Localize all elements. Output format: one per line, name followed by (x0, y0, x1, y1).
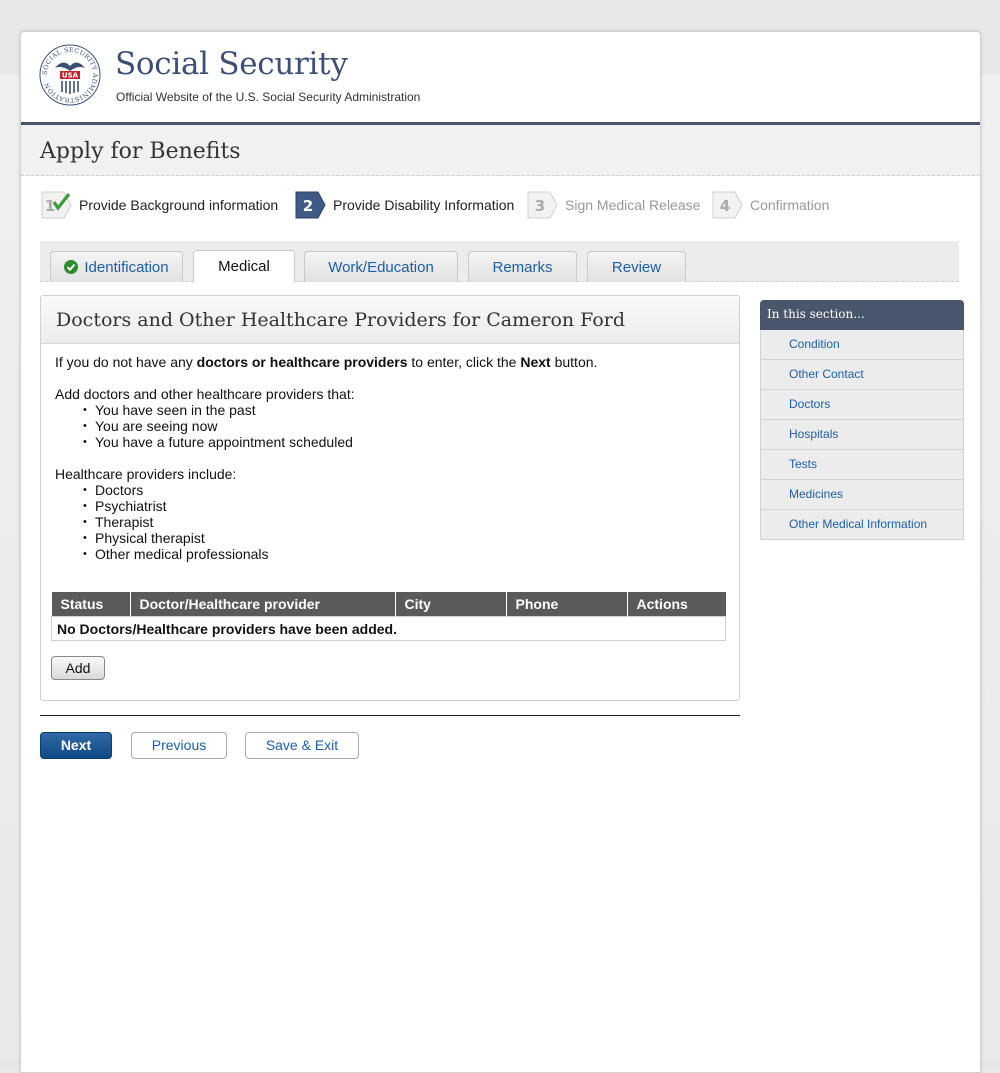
panel-header (41, 296, 739, 344)
list-item: • You have a future appointment scheduled (55, 434, 725, 450)
site-title[interactable]: Social Security (115, 46, 348, 82)
tab-medical[interactable] (193, 250, 295, 282)
tab-medical-label: Medical (218, 258, 270, 275)
step-2-label: Provide Disability Information (333, 197, 515, 213)
seal-text: SOCIAL SECURITY ADMINISTRATION (40, 45, 100, 105)
tab-remarks[interactable] (468, 251, 577, 282)
sidebar-item-other-medical-information[interactable]: Other Medical Information (760, 510, 964, 540)
step-1-badge (40, 190, 74, 220)
section-sidebar (760, 300, 964, 540)
column-header-provider: Doctor/Healthcare provider (130, 592, 395, 617)
svg-text:4: 4 (719, 197, 731, 215)
list-item: • Therapist (55, 514, 725, 530)
check-circle-icon (64, 260, 78, 274)
list-item: • You have seen in the past (55, 402, 725, 418)
empty-table-message: No Doctors/Healthcare providers have been added. (52, 617, 726, 641)
step-3-label: Sign Medical Release (565, 197, 701, 213)
site-subtitle: Official Website of the U.S. Social Security Administration (116, 90, 421, 104)
next-button[interactable]: Next (40, 732, 112, 759)
sidebar-item-doctors[interactable]: Doctors (760, 390, 964, 420)
step-4-label: Confirmation (750, 197, 830, 213)
svg-text:3: 3 (534, 197, 546, 215)
step-3-badge (526, 190, 560, 220)
previous-button[interactable]: Previous (131, 732, 227, 759)
tab-remarks-label: Remarks (492, 258, 553, 276)
instructions (55, 354, 725, 562)
providers-table (51, 592, 726, 641)
table-header-row (52, 592, 726, 617)
column-header-city: City (395, 592, 506, 617)
step-2-badge (294, 190, 328, 220)
include-heading: Healthcare providers include: (55, 466, 237, 482)
sidebar-heading: In this section... (760, 300, 964, 330)
page-title: Apply for Benefits (40, 139, 241, 164)
tab-identification-label: Identification (84, 258, 169, 276)
column-header-status: Status (52, 592, 131, 617)
table-row (52, 617, 726, 641)
sidebar-item-condition[interactable]: Condition (760, 330, 964, 360)
svg-text:2: 2 (302, 197, 314, 215)
step-4 (711, 188, 829, 222)
tab-review[interactable] (587, 251, 686, 282)
providers-panel (40, 295, 740, 701)
step-1 (40, 188, 278, 222)
tab-work-education-label: Work/Education (328, 258, 434, 276)
sidebar-item-medicines[interactable]: Medicines (760, 480, 964, 510)
step-1-label: Provide Background information (79, 197, 279, 213)
step-3 (526, 188, 700, 222)
list-item: • Psychiatrist (55, 498, 725, 514)
ssa-seal-logo[interactable] (39, 44, 101, 106)
list-item: • Other medical professionals (55, 546, 725, 562)
add-heading: Add doctors and other healthcare providers that: (55, 386, 355, 402)
sidebar-item-hospitals[interactable]: Hospitals (760, 420, 964, 450)
include-list (55, 482, 725, 562)
list-item: • You are seeing now (55, 418, 725, 434)
section-tabs (40, 241, 959, 282)
tab-work-education[interactable] (304, 251, 458, 282)
sidebar-item-other-contact[interactable]: Other Contact (760, 360, 964, 390)
step-2 (294, 188, 514, 222)
apply-bar (21, 125, 980, 176)
list-item: • Physical therapist (55, 530, 725, 546)
column-header-actions: Actions (627, 592, 726, 617)
intro-text: If you do not have any doctors or healthcare providers to enter, click the Next button. (55, 354, 598, 370)
column-header-phone: Phone (506, 592, 627, 617)
add-provider-button[interactable]: Add (51, 656, 105, 680)
list-item: • Doctors (55, 482, 725, 498)
section-title: Doctors and Other Healthcare Providers for Cameron Ford (56, 309, 626, 331)
sidebar-item-tests[interactable]: Tests (760, 450, 964, 480)
add-list (55, 402, 725, 450)
step-4-badge (711, 190, 745, 220)
page-container (20, 31, 981, 1073)
divider (40, 715, 740, 716)
tab-identification[interactable] (50, 251, 183, 282)
tab-review-label: Review (611, 258, 662, 276)
save-exit-button[interactable]: Save & Exit (245, 732, 359, 759)
svg-text:1: 1 (44, 197, 56, 215)
seal-usa-text: USA (61, 71, 79, 80)
site-header (21, 32, 980, 125)
